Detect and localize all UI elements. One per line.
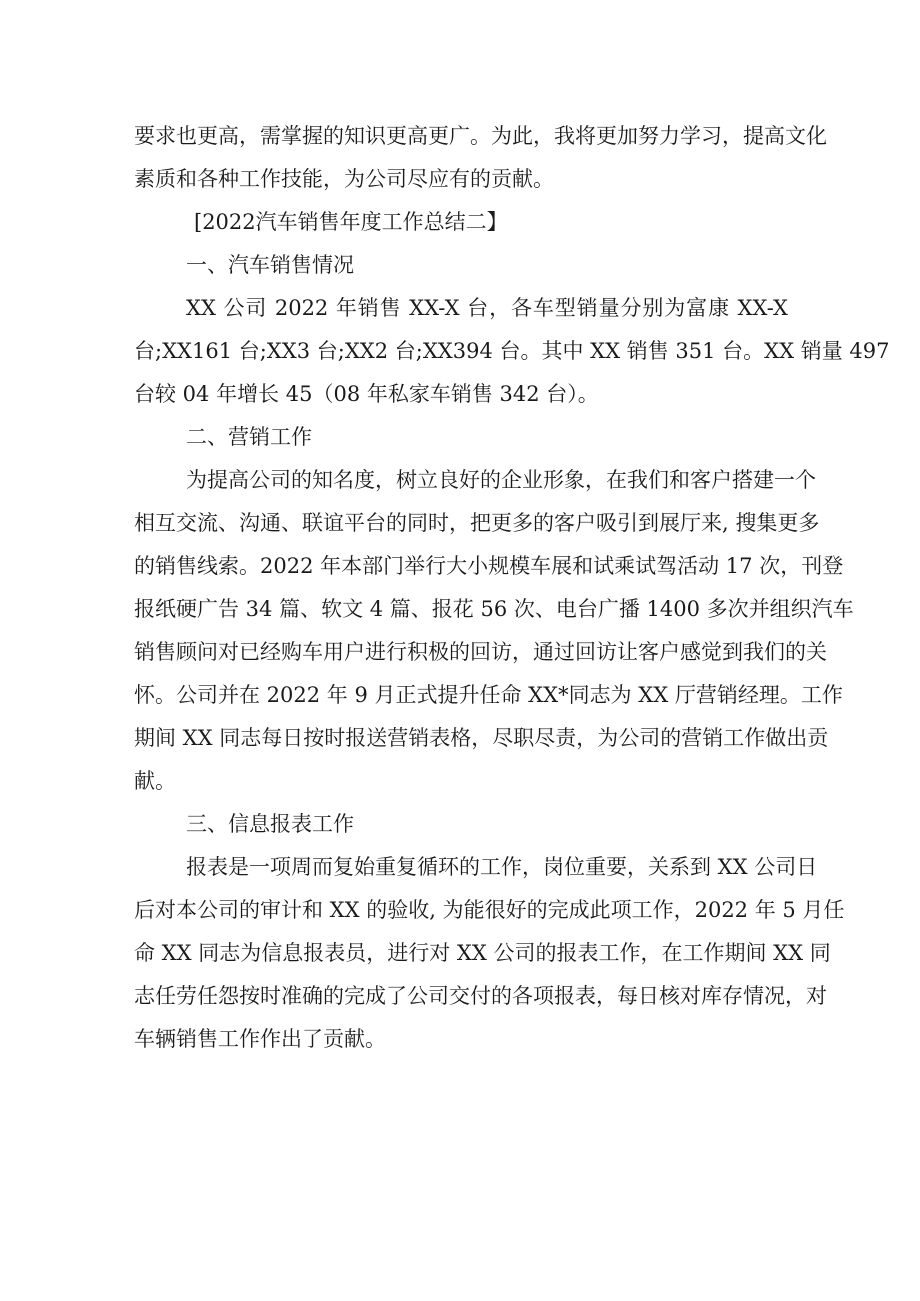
heading-info-reports: 三、信息报表工作 (186, 812, 354, 836)
paragraph-line: 志任劳任怨按时准确的完成了公司交付的各项报表，每日核对库存情况，对 (134, 984, 827, 1008)
paragraph-line: 素质和各种工作技能，为公司尽应有的贡献。 (134, 167, 554, 191)
section-title: [2022汽车销售年度工作总结二】 (194, 210, 508, 234)
paragraph-line: 献。 (134, 769, 176, 793)
document-body (134, 115, 890, 1061)
heading-marketing: 二、营销工作 (186, 425, 312, 449)
paragraph-line: 后对本公司的审计和 XX 的验收, 为能很好的完成此项工作，2022 年 5 月任 (134, 898, 845, 922)
paragraph-line: XX 公司 2022 年销售 XX-X 台，各车型销量分别为富康 XX-X (186, 296, 788, 320)
paragraph-line: 报表是一项周而复始重复循环的工作，岗位重要，关系到 XX 公司日 (186, 855, 818, 879)
paragraph-line: 报纸硬广告 34 篇、软文 4 篇、报花 56 次、电台广播 1400 多次并组织汽车 (134, 597, 854, 621)
paragraph-line: 台较 04 年增长 45（08 年私家车销售 342 台）。 (134, 382, 599, 406)
heading-sales-situation: 一、汽车销售情况 (186, 253, 354, 277)
paragraph-line: 为提高公司的知名度，树立良好的企业形象，在我们和客户搭建一个 (186, 468, 816, 492)
paragraph-line: 的销售线索。2022 年本部门举行大小规模车展和试乘试驾活动 17 次，刊登 (134, 554, 844, 578)
paragraph-line: 相互交流、沟通、联谊平台的同时，把更多的客户吸引到展厅来, 搜集更多 (134, 511, 820, 535)
paragraph-line: 车辆销售工作作出了贡献。 (134, 1027, 386, 1051)
paragraph-line: 怀。公司并在 2022 年 9 月正式提升任命 XX*同志为 XX 厅营销经理。工作 (134, 683, 843, 707)
paragraph-line: 销售顾问对已经购车用户进行积极的回访，通过回访让客户感觉到我们的关 (134, 640, 827, 664)
paragraph-line: 台;XX161 台;XX3 台;XX2 台;XX394 台。其中 XX 销售 351 台。XX 销量 497 (134, 339, 890, 363)
paragraph-line: 要求也更高，需掌握的知识更高更广。为此，我将更加努力学习，提高文化 (134, 124, 827, 148)
paragraph-line: 命 XX 同志为信息报表员，进行对 XX 公司的报表工作，在工作期间 XX 同 (134, 941, 831, 965)
paragraph-line: 期间 XX 同志每日按时报送营销表格，尽职尽责，为公司的营销工作做出贡 (134, 726, 829, 750)
